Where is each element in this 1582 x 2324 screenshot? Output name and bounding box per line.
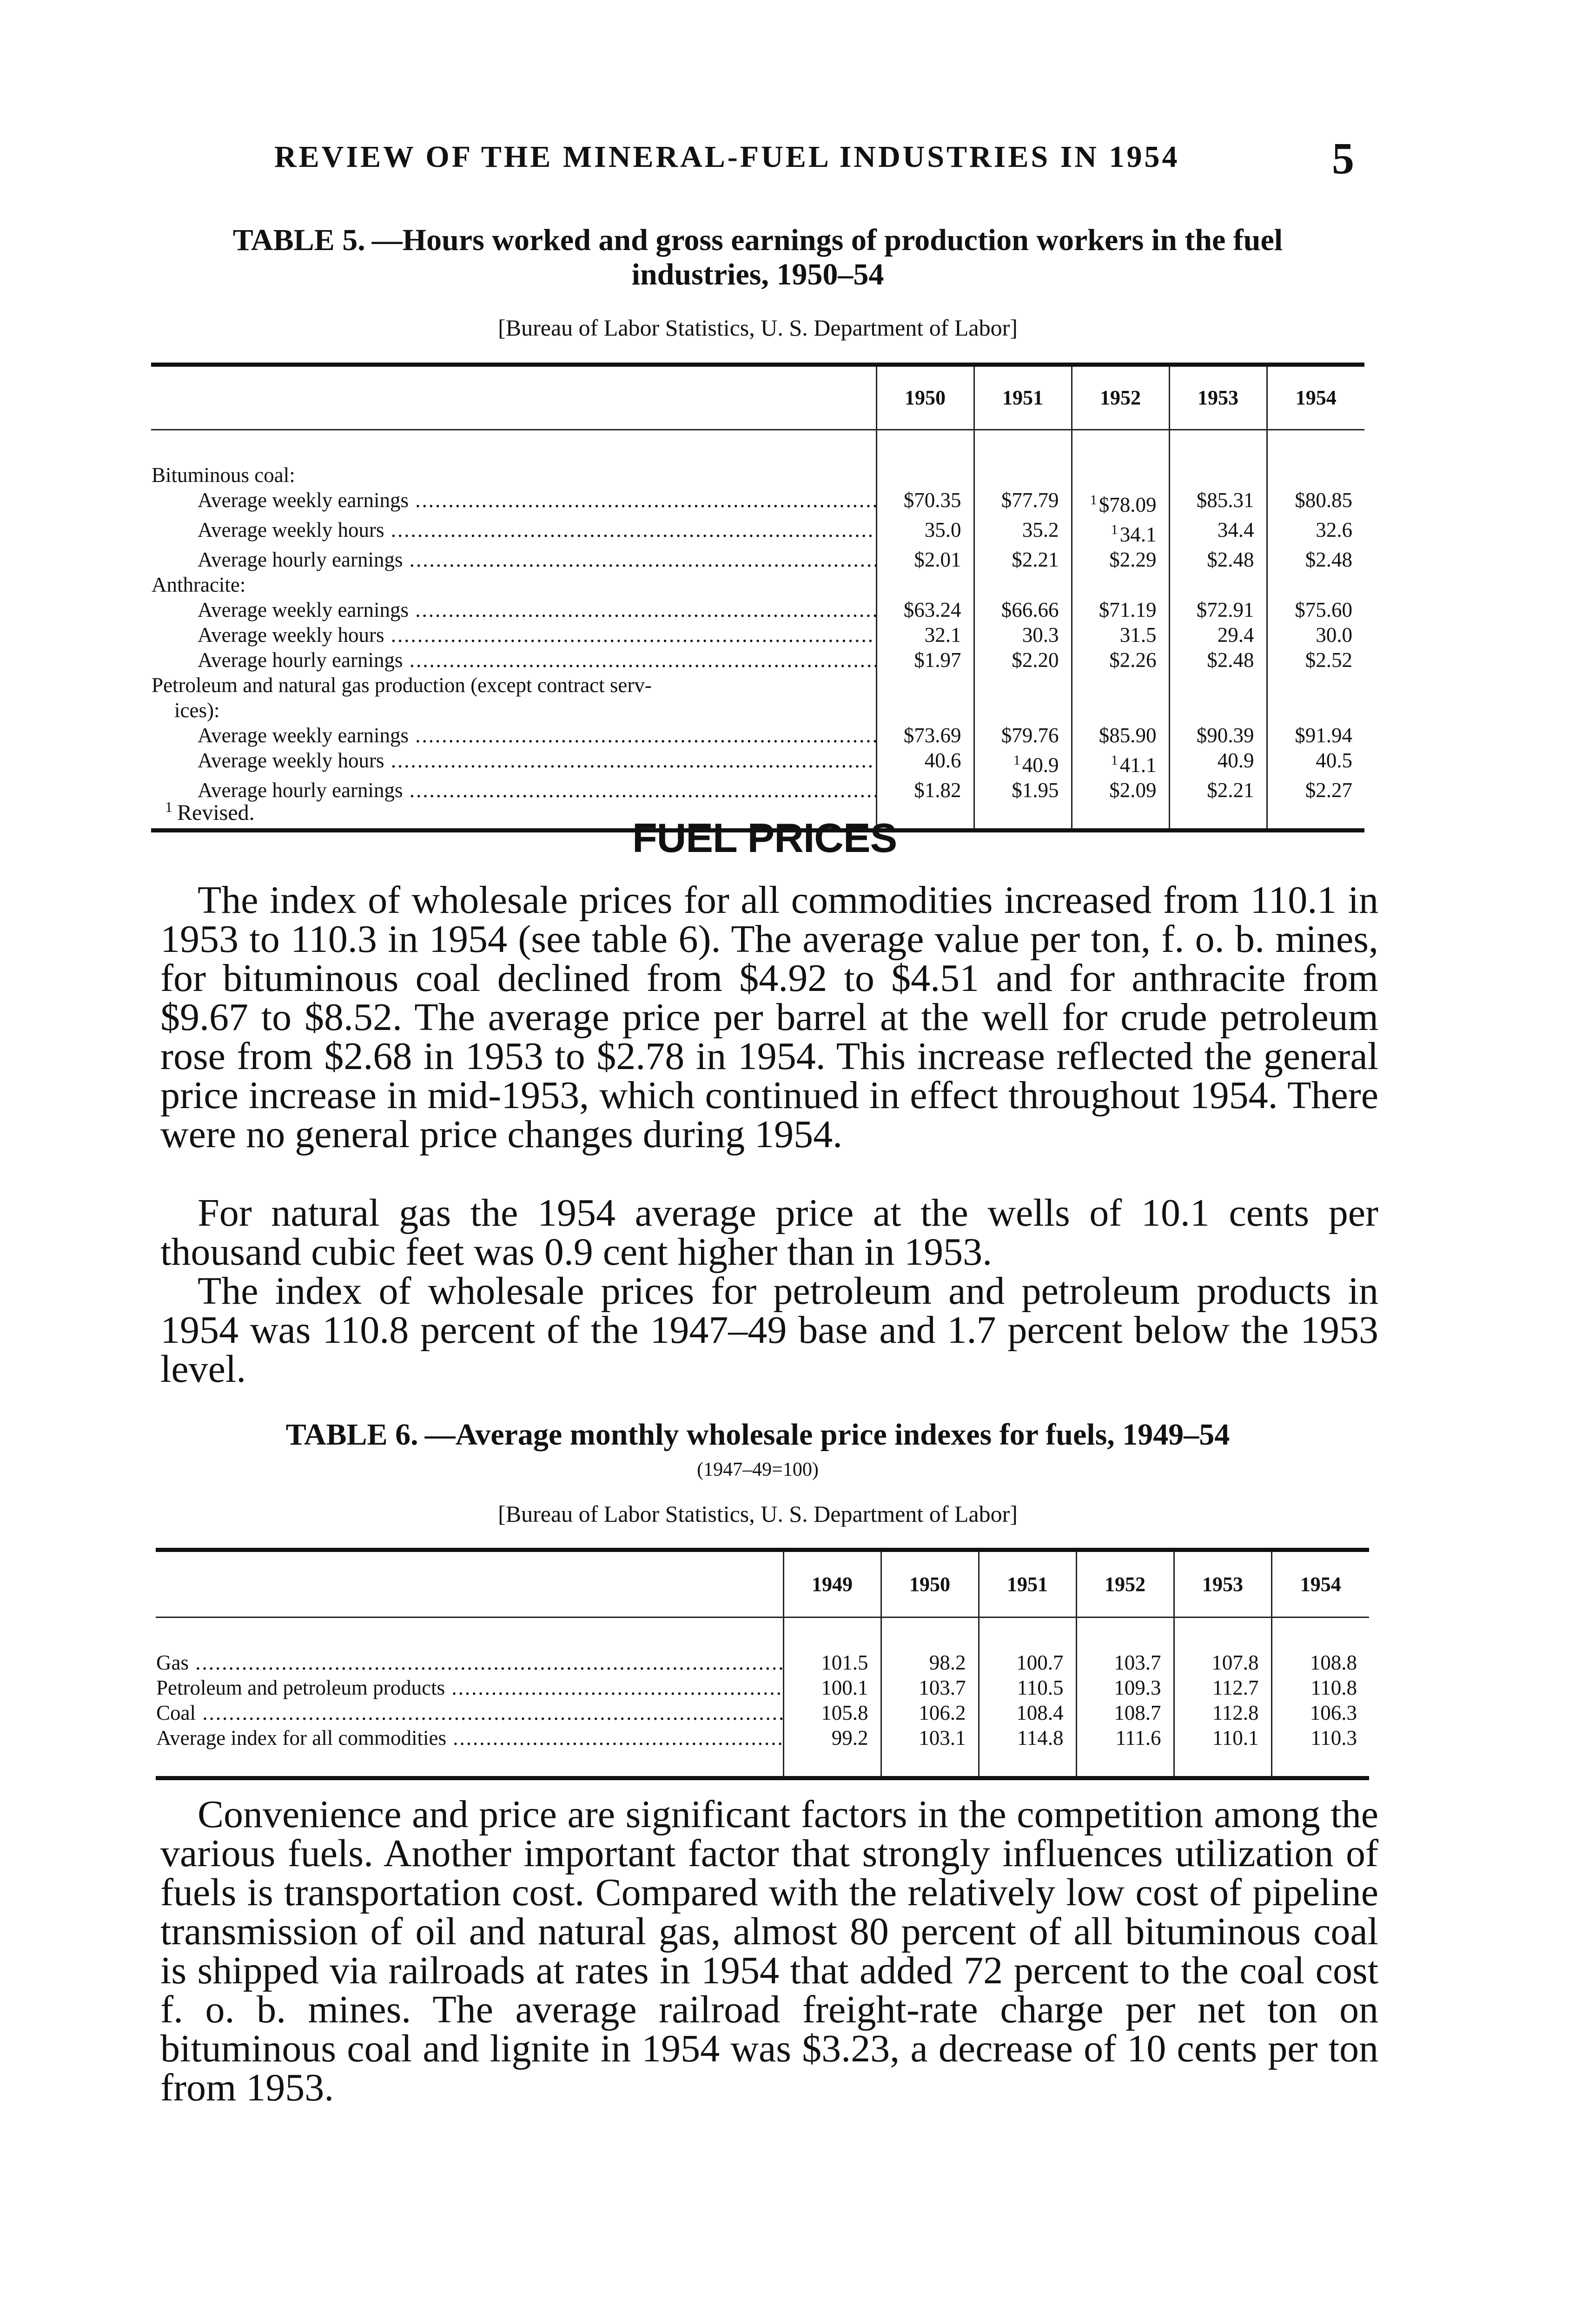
table-cell: 105.8 [783, 1700, 881, 1725]
table-cell: 98.2 [881, 1650, 979, 1675]
table-cell: $75.60 [1267, 597, 1364, 622]
table-cell: 35.2 [974, 517, 1072, 547]
table-cell: $2.48 [1169, 547, 1267, 572]
paragraph: Convenience and price are significant factors in the competition among the various fuels. Another important factor that strongly influences utilization of fuels is transportation cost. Compared with the relatively low cost of pipeline transmission of oil and natural gas, almost 80 percent of all bituminous coal is shipped via railroads at rates in 1954 that added 72 percent to the coal cost f. o. b. mines. The average railroad freight-rate charge per net ton on bituminous coal and lignite in 1954 was $3.23, a decrease of 10 cents per ton from 1953. [160, 1793, 1378, 2109]
table-cell: 100.1 [783, 1675, 881, 1700]
table5-source: [Bureau of Labor Statistics, U. S. Department of Labor] [498, 315, 1018, 341]
revised-mark: 1 [1111, 752, 1118, 768]
table5-caption [144, 223, 1371, 292]
table6-caption [144, 1418, 1371, 1452]
table-row [156, 1675, 1369, 1700]
table-cell: $2.29 [1072, 547, 1169, 572]
table-cell: $63.24 [876, 597, 974, 622]
row-label: Average weekly hours ..... [198, 749, 876, 772]
table-cell: $2.27 [1267, 778, 1364, 803]
row-group-label: Petroleum and natural gas production (except contract serv- [152, 673, 652, 697]
table5-col-header: 1952 [1072, 365, 1169, 430]
table-row [151, 517, 1364, 547]
table-cell: $2.26 [1072, 647, 1169, 673]
table-cell: 107.8 [1174, 1650, 1271, 1675]
table-cell: $1.82 [876, 778, 974, 803]
table-row [156, 1650, 1369, 1675]
running-head: REVIEW OF THE MINERAL-FUEL INDUSTRIES IN 1954 [274, 140, 1180, 174]
table-cell: 99.2 [783, 1725, 881, 1750]
table-cell: $78.09 [1099, 493, 1157, 516]
revised-mark: 1 [1013, 752, 1020, 768]
table6-col-header: 1953 [1174, 1550, 1271, 1618]
footnote-number: 1 [165, 799, 172, 815]
table5-footnote [165, 799, 255, 825]
table-cell: 112.7 [1174, 1675, 1271, 1700]
table-cell: 103.7 [1076, 1650, 1174, 1675]
table6-col-header: 1954 [1271, 1550, 1369, 1618]
table-cell: $90.39 [1169, 723, 1267, 748]
row-label: Coal ..... [156, 1701, 783, 1724]
table-cell: $1.97 [876, 647, 974, 673]
row-label: Average weekly earnings ..... [198, 724, 876, 747]
table-cell: 103.7 [881, 1675, 979, 1700]
table-cell: $80.85 [1267, 488, 1364, 517]
table6-col-header: 1950 [881, 1550, 979, 1618]
table-cell: $66.66 [974, 597, 1072, 622]
table-cell: 108.4 [979, 1700, 1076, 1725]
table-row [151, 778, 1364, 803]
table-cell: $85.90 [1072, 723, 1169, 748]
row-group-label: Bituminous coal: [152, 463, 295, 487]
table-cell: 30.0 [1267, 622, 1364, 647]
row-label: Average hourly earnings ..... [198, 548, 876, 571]
row-label: Average weekly earnings ..... [198, 598, 876, 621]
table5-title-line2: industries, 1950–54 [631, 257, 884, 291]
table6 [156, 1548, 1369, 1780]
table-cell: 108.8 [1271, 1650, 1369, 1675]
footnote-text: Revised. [177, 800, 255, 825]
table-cell: $2.20 [974, 647, 1072, 673]
revised-mark: 1 [1111, 522, 1118, 537]
table6-stub-header [156, 1550, 783, 1618]
table6-source: [Bureau of Labor Statistics, U. S. Department of Labor] [498, 1501, 1018, 1527]
paragraph: The index of wholesale prices for all commodities increased from 110.1 in 1953 to 110.3 in 1954 (see table 6). The average value per ton, f. o. b. mines, for bituminous coal declined from $4.92 to $4.51 and for anthracite from $9.67 to $8.52. The average price per barrel at the well for crude petroleum rose from $2.68 in 1953 to $2.78 in 1954. This increase reflected the general price increase in mid-1953, which continued in effect throughout 1954. There were no general price changes during 1954. [160, 878, 1378, 1156]
table-row [156, 1700, 1369, 1725]
table5-col-header: 1954 [1267, 365, 1364, 430]
table-cell: $79.76 [974, 723, 1072, 748]
table-cell: $2.21 [974, 547, 1072, 572]
table-cell: $73.69 [876, 723, 974, 748]
table-cell: 106.2 [881, 1700, 979, 1725]
table-cell: $1.95 [974, 778, 1072, 803]
section-heading: FUEL PRICES [632, 815, 897, 861]
table-cell: 29.4 [1169, 622, 1267, 647]
table6-col-header: 1952 [1076, 1550, 1174, 1618]
row-label: Average weekly hours ..... [198, 518, 876, 541]
table5-title-line1: —Hours worked and gross earnings of production workers in the fuel [371, 223, 1283, 257]
row-label: Average hourly earnings ..... [198, 779, 876, 802]
table-cell: 110.5 [979, 1675, 1076, 1700]
table-cell: 108.7 [1076, 1700, 1174, 1725]
row-label: Average weekly hours ..... [198, 623, 876, 647]
table5-stub-header [151, 365, 876, 430]
table-cell: 103.1 [881, 1725, 979, 1750]
page-number: 5 [1332, 133, 1354, 183]
table-group-row [151, 698, 1364, 723]
paragraph: For natural gas the 1954 average price at the wells of 10.1 cents per thousand cubic feet was 0.9 cent higher than in 1953. [160, 1191, 1378, 1274]
table-cell: $72.91 [1169, 597, 1267, 622]
table5 [151, 363, 1364, 832]
table-cell: $2.48 [1169, 647, 1267, 673]
table-cell: $2.09 [1072, 778, 1169, 803]
table-cell: 114.8 [979, 1725, 1076, 1750]
table-cell: $2.01 [876, 547, 974, 572]
table5-col-header: 1950 [876, 365, 974, 430]
table5-col-header: 1951 [974, 365, 1072, 430]
table-cell: 32.6 [1267, 517, 1364, 547]
row-label: Petroleum and petroleum products ..... [156, 1676, 783, 1699]
table-cell: 40.9 [1169, 748, 1267, 778]
table-row [151, 647, 1364, 673]
table-cell: 110.1 [1174, 1725, 1271, 1750]
table5-col-header: 1953 [1169, 365, 1267, 430]
table-cell: 109.3 [1076, 1675, 1174, 1700]
table-row [151, 723, 1364, 748]
table-cell: $70.35 [876, 488, 974, 517]
table-cell: 35.0 [876, 517, 974, 547]
table-cell: $91.94 [1267, 723, 1364, 748]
table-row [156, 1725, 1369, 1750]
table-cell: 112.8 [1174, 1700, 1271, 1725]
paragraph: The index of wholesale prices for petroleum and petroleum products in 1954 was 110.8 percent of the 1947–49 base and 1.7 percent below the 1953 level. [160, 1269, 1378, 1391]
table-row [151, 547, 1364, 572]
table-cell: 110.3 [1271, 1725, 1369, 1750]
table6-title: —Average monthly wholesale price indexes for fuels, 1949–54 [424, 1418, 1230, 1452]
table-cell: 40.5 [1267, 748, 1364, 778]
table-cell: 34.4 [1169, 517, 1267, 547]
table-cell: $71.19 [1072, 597, 1169, 622]
table-cell: 32.1 [876, 622, 974, 647]
row-label: Average hourly earnings ..... [198, 648, 876, 672]
table-cell: $77.79 [974, 488, 1072, 517]
table-row [151, 597, 1364, 622]
table-cell: 106.3 [1271, 1700, 1369, 1725]
table5-label: TABLE 5. [232, 223, 365, 257]
revised-mark: 1 [1090, 492, 1097, 508]
table-group-row [151, 673, 1364, 698]
table-cell: 34.1 [1119, 522, 1157, 546]
table-group-row [151, 462, 1364, 488]
table-group-row [151, 572, 1364, 597]
table-cell: 111.6 [1076, 1725, 1174, 1750]
table-cell: 110.8 [1271, 1675, 1369, 1700]
table-cell: $85.31 [1169, 488, 1267, 517]
table-cell: $2.21 [1169, 778, 1267, 803]
row-group-label: ices): [174, 698, 220, 722]
table-cell: 31.5 [1072, 622, 1169, 647]
table-cell: 101.5 [783, 1650, 881, 1675]
table-cell: 41.1 [1119, 753, 1157, 777]
table-cell: 100.7 [979, 1650, 1076, 1675]
table-cell: $2.48 [1267, 547, 1364, 572]
row-label: Average weekly earnings ..... [198, 489, 876, 512]
row-label: Average index for all commodities ..... [156, 1726, 783, 1750]
table-cell: 40.6 [876, 748, 974, 778]
table6-col-header: 1949 [783, 1550, 881, 1618]
table-cell: 30.3 [974, 622, 1072, 647]
row-label: Gas ..... [156, 1651, 783, 1674]
row-group-label: Anthracite: [152, 573, 246, 596]
table-cell: $2.52 [1267, 647, 1364, 673]
table6-col-header: 1951 [979, 1550, 1076, 1618]
table-row [151, 748, 1364, 778]
table6-label: TABLE 6. [285, 1418, 418, 1452]
table-cell: 40.9 [1022, 753, 1059, 777]
table-row [151, 488, 1364, 517]
table6-units: (1947–49=100) [697, 1459, 819, 1480]
table-row [151, 622, 1364, 647]
